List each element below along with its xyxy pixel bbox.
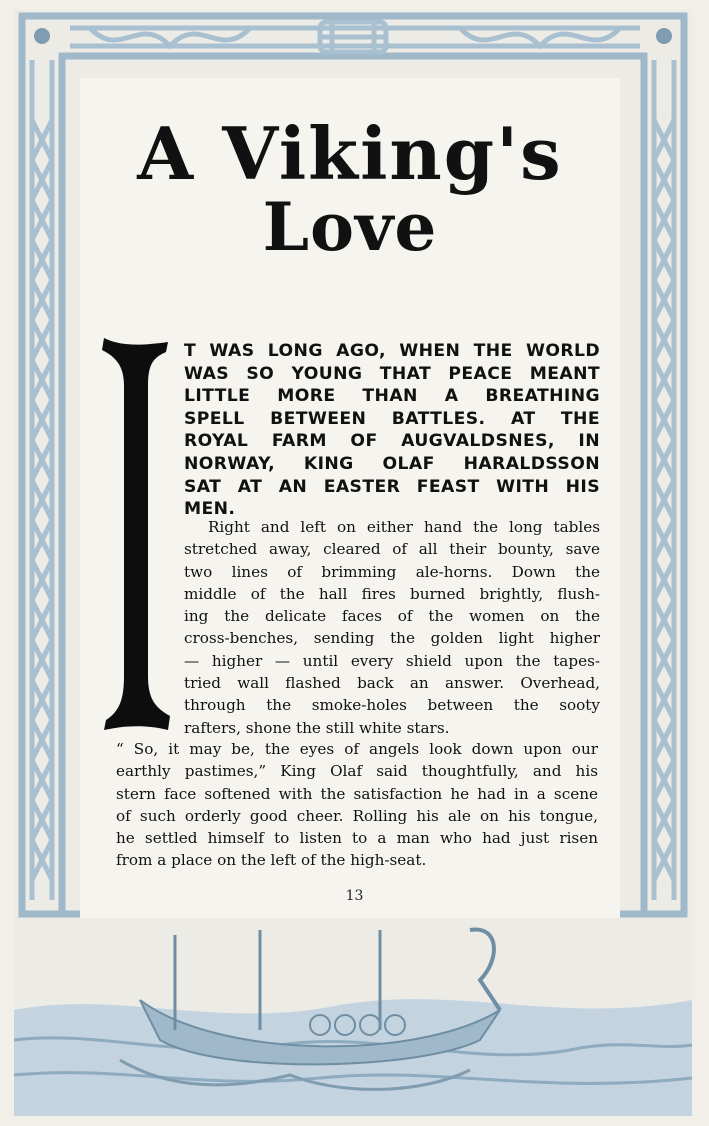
opening-line: NORWAY, KING OLAF HARALDSSON [184, 453, 600, 474]
drop-cap-letter [100, 336, 172, 732]
paragraph-line: middle of the hall fires burned brightly, flush- [184, 584, 600, 603]
paragraph-line: stern face softened with the satisfaction he had in a scene [116, 784, 598, 803]
opening-line: T WAS LONG AGO, WHEN THE WORLD [184, 341, 600, 361]
title-line-2: Love [262, 188, 438, 266]
paragraph-line: from a place on the left of the high-seat. [116, 851, 427, 870]
page-number: 13 [345, 888, 364, 904]
paragraph-line: ing the delicate faces of the women on the [184, 607, 600, 626]
paragraph-line: stretched away, cleared of all their bounty, save [184, 540, 600, 559]
paragraph-line: earthly pastimes,” King Olaf said thoughtfully, and his [116, 762, 598, 781]
paragraph-2 [116, 738, 598, 872]
opening-line: MEN. [184, 499, 236, 520]
paragraph-line: of such orderly good cheer. Rolling his ale on his tongue, [116, 806, 598, 825]
paragraph-line: rafters, shone the still white stars. [184, 718, 450, 737]
paragraph-line: through the smoke-holes between the sooty [184, 696, 600, 715]
paragraph-line: two lines of brimming ale-horns. Down the [184, 562, 600, 581]
opening-line: WAS SO YOUNG THAT PEACE MEANT [184, 363, 600, 384]
paragraph-line: cross-benches, sending the golden light higher [184, 629, 600, 648]
paragraph-line: he settled himself to listen to a man who had just risen [116, 829, 598, 848]
paragraph-line: — higher — until every shield upon the tapes- [184, 651, 600, 670]
opening-caps-text [184, 340, 600, 521]
opening-line: ROYAL FARM OF AUGVALDSNES, IN [184, 431, 600, 452]
paragraph-line: tried wall flashed back an answer. Overhead, [184, 674, 600, 693]
page-title [80, 111, 620, 266]
opening-line: SPELL BETWEEN BATTLES. AT THE [184, 408, 600, 429]
paragraph-line: Right and left on either hand the long tables [208, 518, 600, 536]
title-line-1: A Viking's [137, 111, 563, 196]
opening-line: LITTLE MORE THAN A BREATHING [184, 386, 600, 407]
top-knotwork [70, 22, 640, 52]
opening-line: SAT AT AN EASTER FEAST WITH HIS [184, 476, 600, 497]
paragraph-1 [184, 516, 600, 739]
paragraph-line: “ So, it may be, the eyes of angels look down upon our [116, 740, 598, 758]
